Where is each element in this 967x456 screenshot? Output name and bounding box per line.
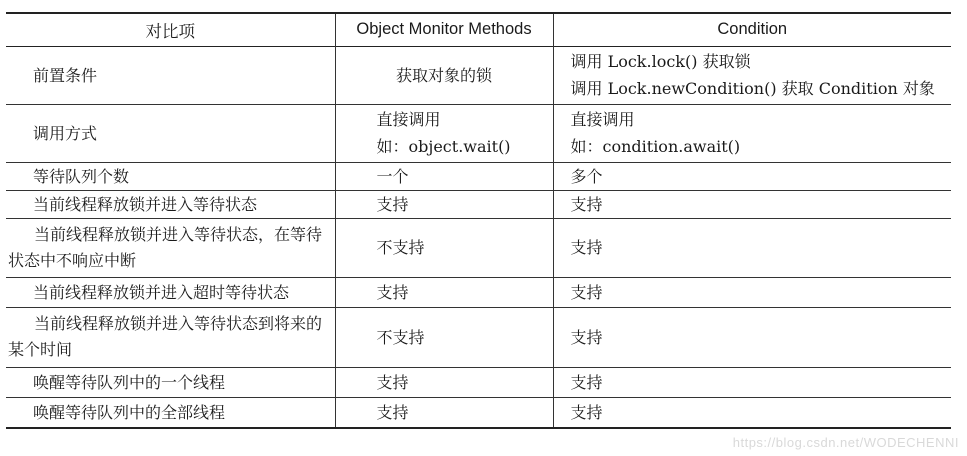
item-cell <box>6 367 335 397</box>
condition-text: 调用 Lock.newCondition() 获取 Condition 对象 <box>570 79 935 98</box>
monitor-cell <box>335 277 553 307</box>
condition-cell <box>553 46 951 104</box>
monitor-text: 支持 <box>376 402 409 422</box>
table-row <box>6 307 951 367</box>
condition-text: 调用 Lock.lock() 获取锁 <box>570 52 751 71</box>
monitor-cell <box>335 397 553 428</box>
header-condition: Condition <box>717 20 788 39</box>
watermark: https://blog.csdn.net/WODECHENNI <box>732 435 959 450</box>
monitor-cell <box>335 190 553 218</box>
table-row <box>6 367 951 397</box>
table-row <box>6 104 951 162</box>
item-text: 唤醒等待队列中的全部线程 <box>33 402 226 422</box>
monitor-text: 一个 <box>376 166 409 186</box>
monitor-cell <box>335 367 553 397</box>
monitor-cell <box>335 46 553 104</box>
condition-text: 如：condition.await() <box>570 137 741 156</box>
item-text: 唤醒等待队列中的一个线程 <box>33 372 226 392</box>
condition-text: 支持 <box>570 282 603 302</box>
condition-cell <box>553 367 951 397</box>
condition-text: 支持 <box>570 194 603 214</box>
condition-cell <box>553 218 951 277</box>
monitor-text: 不支持 <box>376 327 425 347</box>
item-cell <box>6 190 335 218</box>
table-row <box>6 162 951 190</box>
header-object-monitor-methods: Object Monitor Methods <box>335 13 553 46</box>
item-cell <box>6 104 335 162</box>
table-row <box>6 190 951 218</box>
condition-cell <box>553 397 951 428</box>
condition-cell <box>553 277 951 307</box>
monitor-text: 支持 <box>376 194 409 214</box>
item-cell <box>6 397 335 428</box>
condition-cell <box>553 190 951 218</box>
monitor-cell <box>335 307 553 367</box>
item-cell <box>6 277 335 307</box>
condition-text: 支持 <box>570 238 603 257</box>
monitor-cell <box>335 162 553 190</box>
monitor-text: 支持 <box>376 282 409 302</box>
item-cell <box>6 162 335 190</box>
condition-text: 支持 <box>570 327 603 347</box>
condition-text: 支持 <box>570 372 603 392</box>
monitor-text: 不支持 <box>376 238 425 257</box>
table-row <box>6 397 951 428</box>
item-cell <box>6 218 335 277</box>
item-text: 当前线程释放锁并进入超时等待状态 <box>33 282 290 302</box>
condition-cell <box>553 162 951 190</box>
item-text: 前置条件 <box>33 65 98 85</box>
item-text: 调用方式 <box>33 123 98 143</box>
monitor-text: 支持 <box>376 372 409 392</box>
item-cell <box>6 46 335 104</box>
condition-cell <box>553 307 951 367</box>
table-header-row <box>6 13 951 46</box>
monitor-cell <box>335 104 553 162</box>
table-row <box>6 218 951 277</box>
item-text: 当前线程释放锁并进入等待状态 <box>33 194 258 214</box>
condition-cell <box>553 104 951 162</box>
table-row <box>6 277 951 307</box>
monitor-text: 获取对象的锁 <box>395 65 492 85</box>
comparison-table-container <box>6 12 951 429</box>
monitor-text: 直接调用 <box>376 110 441 129</box>
item-text: 等待队列个数 <box>33 166 130 186</box>
condition-text: 支持 <box>570 402 603 422</box>
condition-text: 直接调用 <box>570 110 635 129</box>
comparison-table <box>6 12 951 429</box>
table-row <box>6 46 951 104</box>
item-cell <box>6 307 335 367</box>
item-text: 当前线程释放锁并进入等待状态到将来的某个时间 <box>8 314 323 359</box>
header-item: 对比项 <box>6 13 335 46</box>
monitor-cell <box>335 218 553 277</box>
monitor-text: 如：object.wait() <box>376 137 511 156</box>
item-text: 当前线程释放锁并进入等待状态，在等待状态中不响应中断 <box>8 224 323 270</box>
condition-text: 多个 <box>570 166 603 186</box>
